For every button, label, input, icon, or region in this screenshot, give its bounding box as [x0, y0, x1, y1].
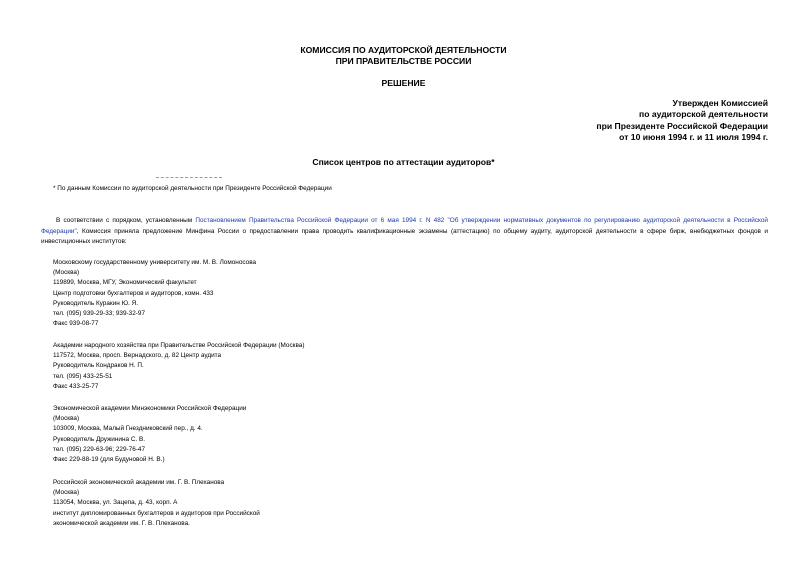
center-fax: Факс 229-88-19 (для Будуновой Н. В.)	[53, 456, 165, 464]
center-city: (Москва)	[53, 269, 80, 277]
center-fax: Факс 939-08-77	[53, 320, 99, 328]
center-city: (Москва)	[53, 489, 80, 497]
approval-line: от 10 июня 1994 г. и 11 июля 1994 г.	[619, 131, 768, 142]
center-fax: Факс 433-25-77	[53, 382, 99, 390]
approval-block	[596, 98, 768, 143]
approval-line: Утвержден Комиссией	[672, 98, 768, 108]
center-entry-msu	[53, 258, 256, 329]
center-name: Академии народного хозяйства при Правительстве Российской Федерации (Москва)	[53, 342, 305, 349]
center-unit: Центр подготовки бухгалтеров и аудиторов, комн. 433	[53, 289, 214, 297]
footnote-separator	[156, 177, 222, 178]
center-name: Московскому государственному университету им. М. В. Ломоносова	[53, 259, 257, 266]
center-address: 119899, Москва, МГУ, Экономический факультет	[53, 279, 197, 287]
list-title: Список центров по аттестации аудиторов*	[312, 157, 495, 167]
commission-title-line-1: КОМИССИЯ ПО АУДИТОРСКОЙ ДЕЯТЕЛЬНОСТИ	[300, 45, 507, 55]
approval-line: по аудиторской деятельности	[639, 109, 768, 120]
center-unit: экономической академии им. Г. В. Плеханова.	[53, 519, 190, 527]
center-phone: тел. (095) 229-63-96; 229-76-47	[53, 445, 145, 453]
center-address: 113054, Москва, ул. Зацепа, д. 43, корп. А	[53, 499, 178, 507]
center-entry-anh	[53, 341, 304, 392]
center-name: Экономической академии Минэкономики Российской Федерации	[53, 405, 247, 412]
center-name: Российской экономической академии им. Г. В. Плеханова	[53, 479, 225, 486]
center-unit: институт дипломированных бухгалтеров и аудиторов при Российской	[53, 509, 260, 517]
center-phone: тел. (095) 939-29-33; 939-32-97	[53, 310, 145, 318]
commission-title-line-2: ПРИ ПРАВИТЕЛЬСТВЕ РОССИИ	[335, 56, 472, 66]
paragraph-text-after: , Комиссия приняла предложение Минфина России о предоставлении права проводить квалификационные экзамены (аттестацию) по общему аудиту, аудиторской деятельности в сфере бирж, внебюджетных фондов и инвестиционных институтов:	[41, 227, 768, 245]
center-phone: тел. (095) 433-25-51	[53, 372, 113, 380]
center-head: Руководитель Кондраков Н. П.	[53, 362, 144, 370]
center-entry-minecon	[53, 404, 246, 465]
center-city: (Москва)	[53, 415, 80, 423]
approval-line: при Президенте Российской Федерации	[596, 120, 768, 131]
resolution-link[interactable]: Постановлением Правительства Российской Федерации от 6 мая 1994 г. N 482 "Об утверждении нормативных документов по регулированию аудиторской деятельности в Российской Федерации"	[41, 217, 768, 235]
center-entry-plekhanov	[53, 478, 260, 529]
intro-paragraph	[41, 216, 768, 248]
center-head: Руководитель Куракин Ю. Я.	[53, 299, 138, 307]
center-head: Руководитель Дружинина С. В.	[53, 435, 146, 443]
center-address: 117572, Москва, просп. Вернадского, д. 82 Центр аудита	[53, 352, 222, 360]
paragraph-text-before: В соответствии с порядком, установленным	[56, 217, 196, 224]
center-address: 103009, Москва, Малый Гнездниковский пер., д. 4.	[53, 425, 203, 433]
decision-heading: РЕШЕНИЕ	[381, 78, 426, 88]
footnote-text: * По данным Комиссии по аудиторской деятельности при Президенте Российской Федерации	[53, 185, 332, 192]
